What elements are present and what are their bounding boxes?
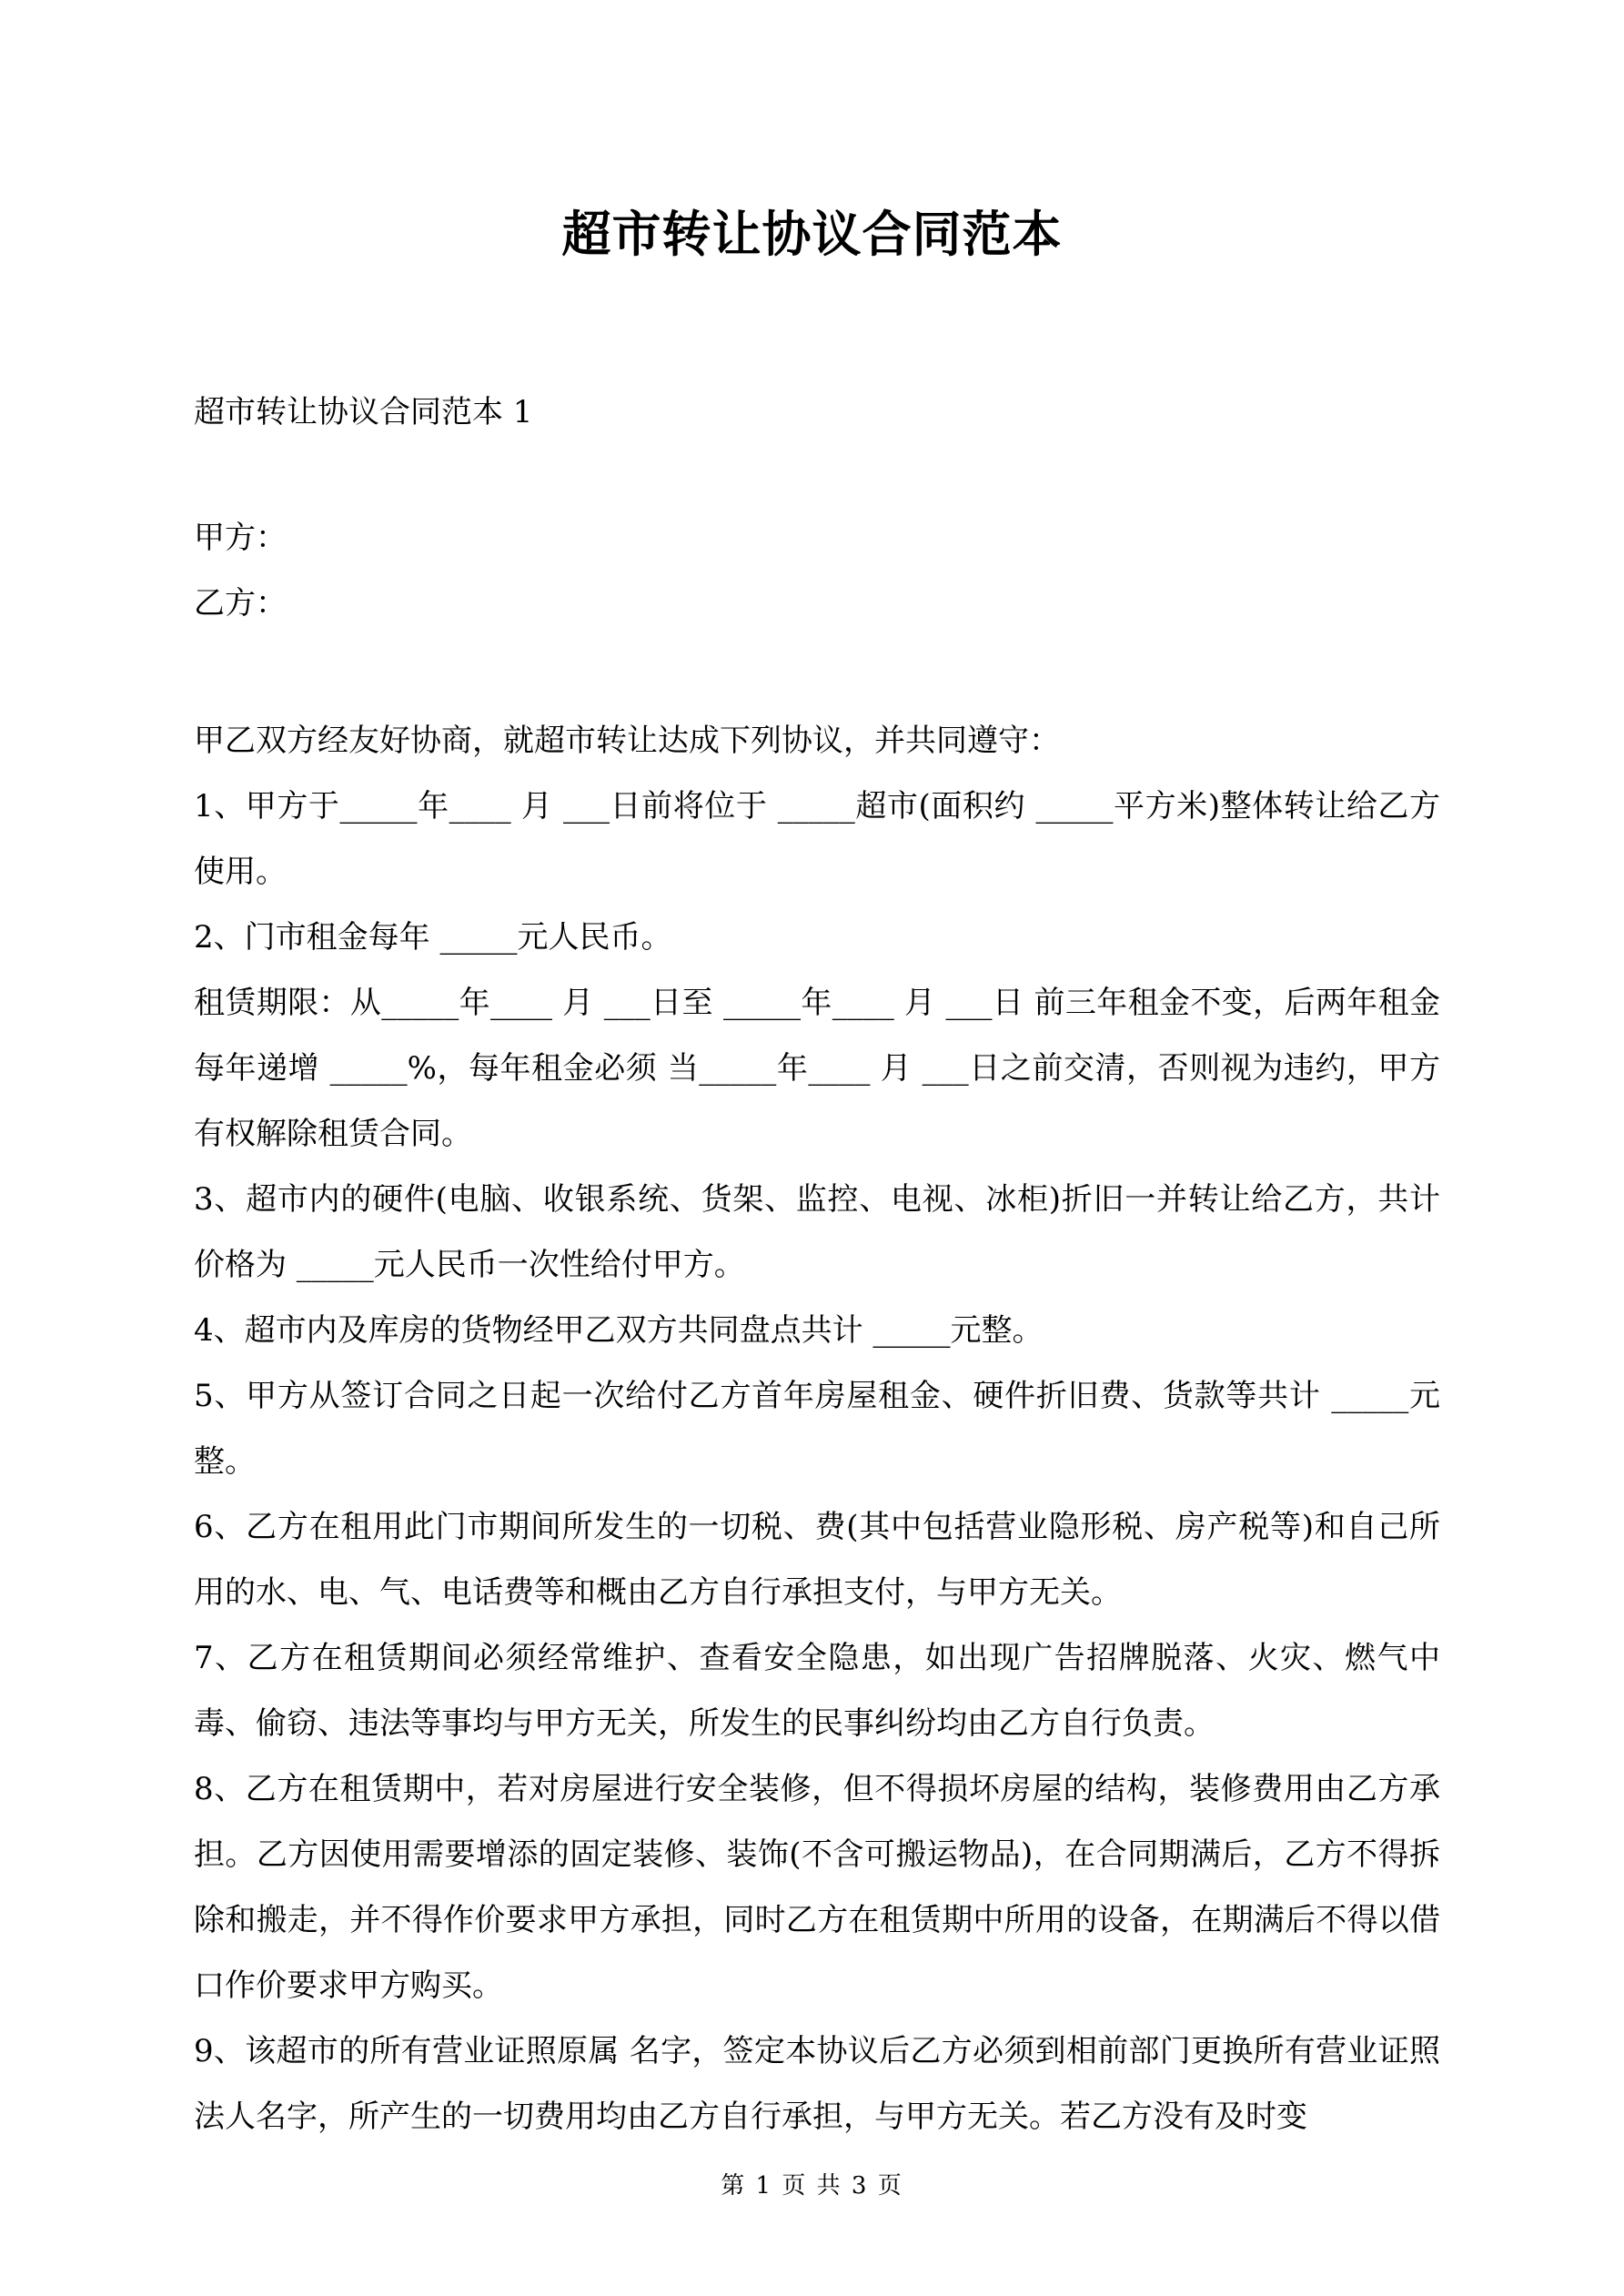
section-subtitle: 超市转让协议合同范本 1 <box>194 394 533 430</box>
clause-3: 3、超市内的硬件(电脑、收银系统、货架、监控、电视、冰柜)折旧一并转让给乙方，共计价格为 _____元人民币一次性给付甲方。 <box>194 1181 1440 1283</box>
lease-term-paragraph: 租赁期限：从_____年____ 月 ___日至 _____年____ 月 ___日 前三年租金不变，后两年租金每年递增 _____%，每年租金必须 当_____年____ 月 ___日之前交清，否则视为违约，甲方有权解除租赁合同。 <box>194 985 1440 1152</box>
clause-7: 7、乙方在租赁期间必须经常维护、查看安全隐患，如出现广告招牌脱落、火灾、燃气中毒、偷窃、违法等事均与甲方无关，所发生的民事纠纷均由乙方自行负责。 <box>194 1640 1440 1742</box>
document-title: 超市转让协议合同范本 <box>561 205 1063 263</box>
clause-1: 1、甲方于_____年____ 月 ___日前将位于 _____超市(面积约 _____平方米)整体转让给乙方使用。 <box>194 788 1440 890</box>
party-a-label: 甲方： <box>194 520 287 556</box>
clause-5: 5、甲方从签订合同之日起一次给付乙方首年房屋租金、硬件折旧费、货款等共计 _____元整。 <box>194 1378 1440 1480</box>
clause-8: 8、乙方在租赁期中，若对房屋进行安全装修，但不得损坏房屋的结构，装修费用由乙方承担。乙方因使用需要增添的固定装修、装饰(不含可搬运物品)，在合同期满后，乙方不得拆除和搬走，并不得作价要求甲方承担，同时乙方在租赁期中所用的设备，在期满后不得以借口作价要求甲方购买。 <box>194 1771 1440 2004</box>
clause-6: 6、乙方在租用此门市期间所发生的一切税、费(其中包括营业隐形税、房产税等)和自己所用的水、电、气、电话费等和概由乙方自行承担支付，与甲方无关。 <box>194 1509 1440 1611</box>
clause-2: 2、门市租金每年 _____元人民币。 <box>194 919 672 956</box>
intro-paragraph: 甲乙双方经友好协商，就超市转让达成下列协议，并共同遵守： <box>194 723 1060 759</box>
page-footer: 第 1 页 共 3 页 <box>721 2172 903 2200</box>
party-b-label: 乙方： <box>194 585 287 622</box>
clause-4: 4、超市内及库房的货物经甲乙双方共同盘点共计 _____元整。 <box>194 1312 1044 1349</box>
contract-body <box>194 708 1440 2149</box>
clause-9: 9、该超市的所有营业证照原属 名字，签定本协议后乙方必须到相前部门更换所有营业证照法人名字，所产生的一切费用均由乙方自行承担，与甲方无关。若乙方没有及时变 <box>194 2033 1440 2135</box>
